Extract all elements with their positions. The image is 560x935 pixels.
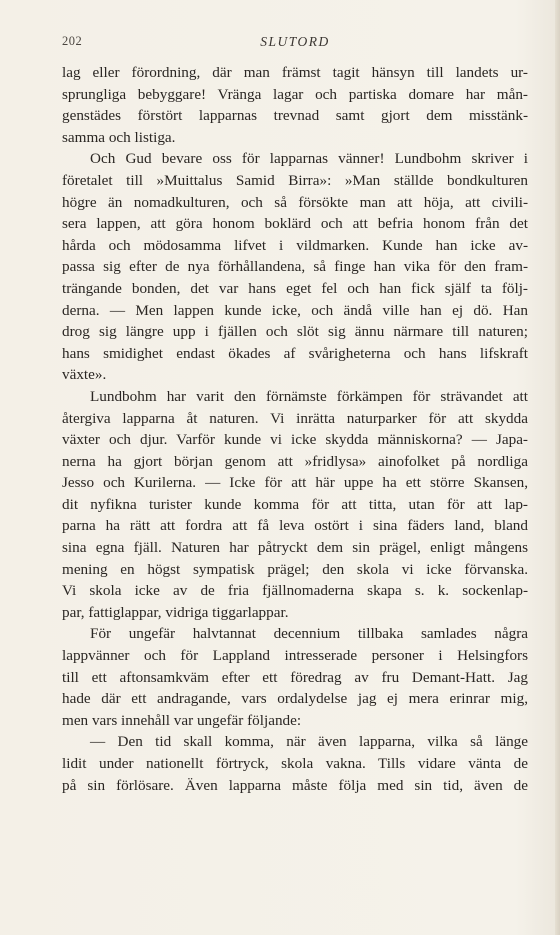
text-line: samma och listiga.: [62, 128, 176, 146]
text-line: genstädes förstört lapparnas trevnad samt gjort dem misstänk-: [62, 107, 528, 125]
text-line: hade där ett andragande, vars ordalydelse jag ej mera erinrar mig,: [62, 690, 528, 708]
text-line: mening en högst sympatisk prägel; den skola vi icke förvanska.: [62, 560, 528, 578]
text-line: sprungliga bebyggare! Vränga lagar och partiska domare har mån-: [62, 85, 528, 103]
running-title: SLUTORD: [260, 34, 330, 49]
text-line: hans smidighet endast ökades af svårigheterna och hans lifskraft: [62, 344, 528, 362]
text-line: För ungefär halvtannat decennium tillbaka samlades några: [90, 625, 528, 643]
text-line: lappvänner och för Lappland intresserade personer i Helsingfors: [62, 647, 528, 665]
text-line: Vi skola icke av de fria fjällnomaderna skapa s. k. sockenlap-: [62, 582, 528, 600]
text-line: sera lappen, att göra honom boklärd och att befria honom från det: [62, 215, 528, 233]
text-line: Och Gud bevare oss för lapparnas vänner! Lundbohm skriver i: [90, 150, 528, 168]
text-line: parna ha rätt att fordra att få leva ostört i sina fäders land, bland: [62, 517, 528, 535]
text-line: växter och djur. Varför kunde vi icke skydda människorna? — Japa-: [62, 431, 528, 449]
text-line: par, fattiglappar, vidriga tiggarlappar.: [62, 603, 289, 621]
page-header: [62, 34, 528, 52]
text-line: sina egna fjäll. Naturen har påtryckt dem sin prägel, enligt mångens: [62, 539, 528, 557]
text-line: återgiva lapparna åt naturen. Vi inrätta naturparker för att skydda: [62, 409, 528, 427]
text-line: Lundbohm har varit den förnämste förkämpen för strävandet att: [90, 387, 528, 405]
text-line: — Den tid skall komma, när även lapparna, vilka så länge: [90, 733, 528, 751]
body-text: [62, 62, 528, 796]
text-line: men vars innehåll var ungefär följande:: [62, 711, 302, 729]
text-line: på sin förlösare. Även lapparna måste följa med sin tid, även de: [62, 776, 528, 794]
text-line: växte».: [62, 366, 107, 384]
text-line: till ett aftonsamkväm efter ett föredrag av fru Demant-Hatt. Jag: [62, 668, 528, 686]
text-line: drog sig längre upp i fjällen och slöt sig ännu närmare till naturen;: [62, 323, 528, 341]
text-line: nerna ha gjort början genom att »fridlysa» ainofolket på nordliga: [62, 452, 528, 470]
text-line: Jesso och Kurilerna. — Icke för att här uppe ha ett större Skansen,: [62, 474, 528, 492]
page-number: 202: [62, 34, 83, 48]
text-line: lag eller förordning, där man främst tagit hänsyn till landets ur-: [62, 64, 528, 81]
text-line: dit nyfikna turister kunde komma för att titta, utan för att lap-: [62, 495, 528, 513]
text-line: trängande bonden, det var hans eget fel och han fick själf ta följ-: [62, 279, 528, 297]
text-line: derna. — Men lappen kunde icke, och ändå ville han ej dö. Han: [62, 301, 528, 319]
text-line: företalet till »Muittalus Samid Birra»: »Man ställde bondkulturen: [62, 171, 528, 189]
text-line: högre än nomadkulturen, och så försökte man att höja, att civili-: [62, 193, 528, 211]
text-line: lidit under nationellt förtryck, skola vakna. Tills vidare vänta de: [62, 755, 528, 772]
text-line: hårda och mödosamma lifvet i vildmarken. Kunde han icke av-: [62, 236, 528, 254]
page-edge: [555, 0, 560, 935]
text-line: passa sig efter de nya förhållandena, så finge han vika för den fram-: [62, 258, 528, 276]
